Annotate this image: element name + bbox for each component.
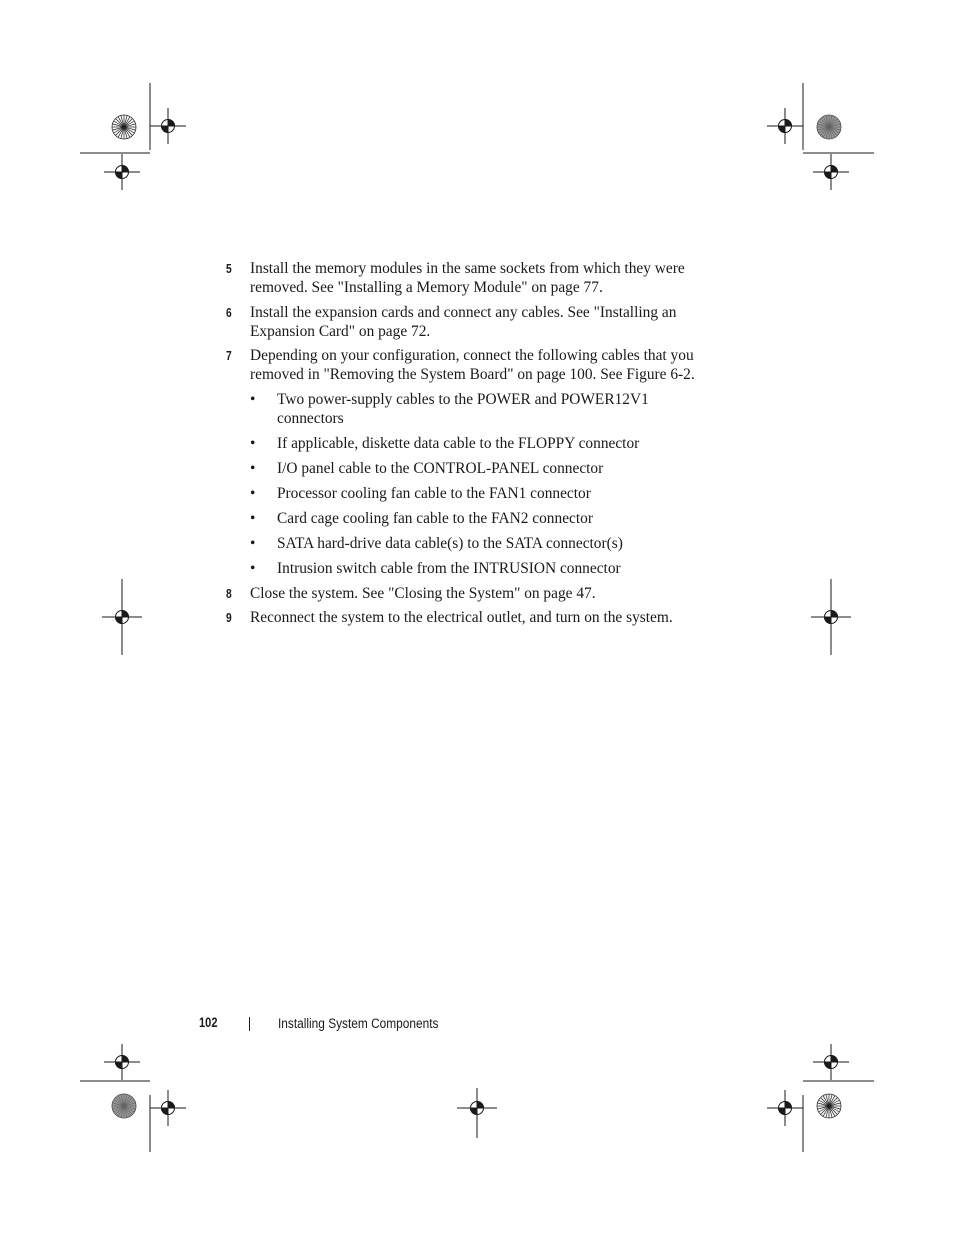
list-item xyxy=(250,559,716,578)
list-item xyxy=(250,390,716,428)
registration-mark-icon xyxy=(104,154,140,190)
registration-mark-icon xyxy=(813,1044,849,1080)
list-item-text: I/O panel cable to the CONTROL-PANEL connector xyxy=(277,459,604,477)
step-text: Depending on your configuration, connect the following cables that you removed in "Removing the System Board" on page 100. See Figure 6-2. xyxy=(250,347,695,383)
registration-mark-icon xyxy=(150,108,186,144)
registration-mark-icon xyxy=(104,1044,140,1080)
list-item-text: Two power-supply cables to the POWER and POWER12V1 connectors xyxy=(277,390,649,427)
color-wheel-icon xyxy=(817,115,841,139)
bullet-icon: • xyxy=(250,459,256,477)
step-number: 5 xyxy=(226,262,232,276)
list-item xyxy=(250,534,716,553)
list-item-text: Processor cooling fan cable to the FAN1 connector xyxy=(277,484,591,502)
list-item-text: If applicable, diskette data cable to the FLOPPY connector xyxy=(277,434,640,452)
step-text: Reconnect the system to the electrical outlet, and turn on the system. xyxy=(250,609,673,626)
list-item xyxy=(250,509,716,528)
color-wheel-icon xyxy=(817,1094,841,1118)
footer-divider xyxy=(249,1017,250,1031)
list-item xyxy=(250,484,716,503)
step-7 xyxy=(226,346,716,578)
registration-mark-icon xyxy=(150,1090,186,1126)
registration-mark-icon xyxy=(813,154,849,190)
bullet-icon: • xyxy=(250,390,256,408)
step-5 xyxy=(226,259,716,297)
section-title: Installing System Components xyxy=(278,1016,439,1031)
step-number: 7 xyxy=(226,349,232,363)
cable-list xyxy=(250,390,716,578)
color-wheel-icon xyxy=(112,115,136,139)
step-number: 6 xyxy=(226,305,232,320)
bullet-icon: • xyxy=(250,484,256,502)
step-number: 8 xyxy=(226,586,232,601)
list-item-text: Card cage cooling fan cable to the FAN2 connector xyxy=(277,509,593,527)
bullet-icon: • xyxy=(250,434,256,452)
instruction-content xyxy=(226,259,716,633)
registration-mark-icon xyxy=(767,108,803,144)
color-wheel-icon xyxy=(112,1094,136,1118)
step-text: Install the expansion cards and connect any cables. See "Installing an Expansion Card" on page 72. xyxy=(250,303,677,340)
list-item-text: Intrusion switch cable from the INTRUSION connector xyxy=(277,559,621,577)
bullet-icon: • xyxy=(250,534,256,552)
bullet-icon: • xyxy=(250,559,256,577)
bullet-icon: • xyxy=(250,509,256,527)
step-9 xyxy=(226,608,716,627)
list-item-text: SATA hard-drive data cable(s) to the SATA connector(s) xyxy=(277,534,623,552)
step-6 xyxy=(226,303,716,341)
step-text: Install the memory modules in the same sockets from which they were removed. See "Installing a Memory Module" on page 77. xyxy=(250,260,685,296)
step-number: 9 xyxy=(226,611,232,625)
list-item xyxy=(250,459,716,478)
registration-mark-icon xyxy=(767,1090,803,1126)
list-item xyxy=(250,434,716,453)
step-8 xyxy=(226,584,716,603)
step-text: Close the system. See "Closing the System" on page 47. xyxy=(250,584,596,602)
page-number: 102 xyxy=(199,1015,218,1030)
